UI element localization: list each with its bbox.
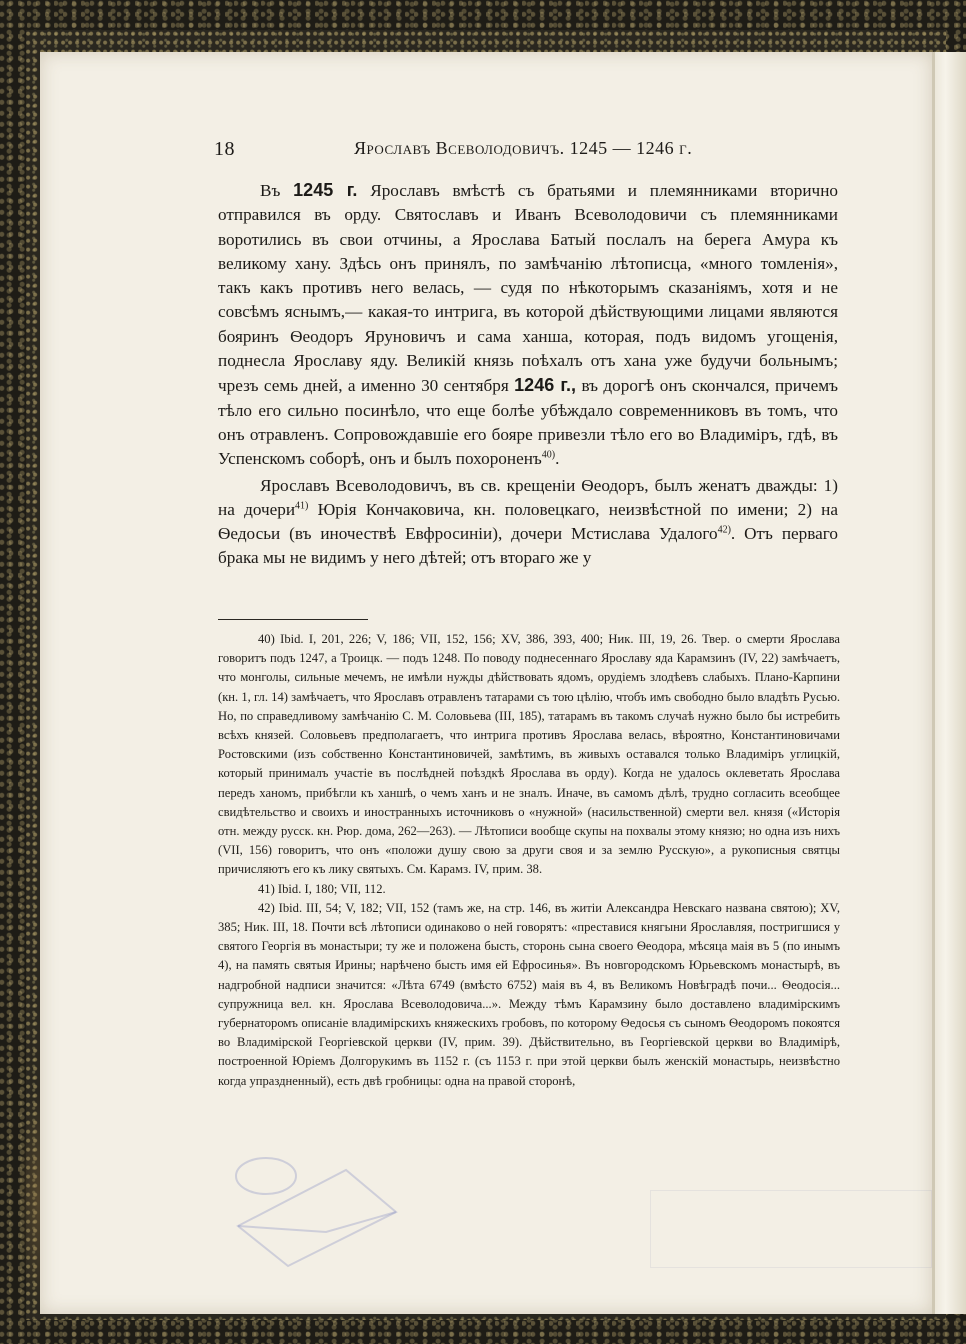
text-run: Юрія Кончаковича, кн. половецкаго, неизвѣстной по имени; 2) на Ѳедосьи (въ иночествѣ Евфросиніи), дочери Мстислава Удалого [218,499,838,544]
text-run: Въ [260,181,294,200]
text-run: Ярославъ Всеволодовичъ, въ св. крещеніи Ѳеодоръ, былъ женатъ дважды: 1) на дочери [218,475,838,519]
footnote-ref-42[interactable]: 42) [717,524,731,536]
footnote-divider [218,619,368,620]
faded-library-stamp-icon [228,1148,404,1268]
footnote-ref-41[interactable]: 41) [295,500,309,512]
footnote-ref-40[interactable]: 40) [541,449,556,461]
next-page-edge [932,52,966,1314]
running-title: Ярославъ Всеволодовичъ. 1245 — 1246 г. [354,138,693,158]
paragraph-2 [218,474,838,571]
footnotes [218,630,840,1091]
page-edge-line [932,52,935,1314]
text-run: въ дорогѣ онъ скончался, причемъ тѣло его сильно посинѣло, что еще болѣе убѣждало современниковъ въ томъ, что онъ отравленъ. Сопровождавшіе его бояре привезли тѣло его во Владиміръ, гдѣ, въ Успенскомъ соборѣ, онъ и былъ похороненъ [218,376,838,469]
paragraph-1 [218,178,838,472]
page-number: 18 [214,138,235,160]
year-1245: 1245 г. [293,180,358,200]
text-run: Ярославъ вмѣстѣ съ братьями и племянниками вторично отправился въ орду. Святославъ и Иванъ Всеволодовичи съ племянниками воротились въ свои отчины, а Ярослава Батый послалъ на берега Амура къ великому хану. Здѣсь онъ принялъ, по замѣчанію лѣтописца, «много томленія», такъ какъ противъ него велась, — судя по нѣкоторымъ сказаніямъ, хотя и не совсѣмъ яснымъ,— какая-то интрига, въ которой дѣйствующими лицами являются бояринъ Ѳеодоръ Яруновичъ и сама ханша, которая, подъ видомъ угощенія, поднесла Ярославу яду. Великій князь поѣхалъ отъ хана уже будучи больнымъ; чрезъ семь дней, а именно 30 сентября [218,181,838,396]
main-text [218,178,838,571]
footnote-41: 41) Ibid. I, 180; VII, 112. [258,881,386,896]
year-1246: 1246 г., [514,375,577,396]
text-run: . Отъ перваго брака мы не видимъ у него дѣтей; отъ втораго же у [218,524,838,568]
footnote-42: 42) Ibid. III, 54; V, 182; VII, 152 (тамъ же, на стр. 146, въ житіи Александра Невскаго названа святою); XV, 385; Ник. III, 18. Почти всѣ лѣтописи одинаково о ней говорятъ: «преставися княгыни Ярославляя, постригшися у святого Георгія въ монастыри; ту же и положена бысть, сторонь сына своего Ѳеодора, мѣсяца маія въ 5 (по инымъ 4), на память святыя Ирины; нарѣчено бысть имя ей Ефросинья». Въ новгородскомъ Юрьевскомъ монастырѣ, въ надгробной надписи значится: «Лѣта 6749 (вмѣсто 6752) маія въ 4, въ Великомъ Новѣградѣ почи... Ѳеодосія... супружница вел. кн. Ярослава Всеволодовича...». Между тѣмъ Карамзину было доставлено владимірскимъ губернаторомъ описаніе владимірскихъ княжескихъ гробовъ, по которому Ѳедосья съ сыномъ Ѳеодоромъ покоятся во Владимірской Георгіевской церкви (IV, прим. 39). Дѣйствительно, въ Георгіевской церкви во Владимірѣ, построенной Юріемъ Долгорукимъ въ 1152 г. (съ 1153 г. при этой церкви былъ женскій монастырь, неизвѣстно когда упраздненный), есть двѣ гробницы: одна на правой сторонѣ, [218,900,840,1088]
text-run: . [555,449,560,469]
footnote-40: 40) Ibid. I, 201, 226; V, 186; VII, 152, 156; XV, 386, 393, 400; Ник. III, 19, 26. Твер. о смерти Ярослава говоритъ подъ 1247, а Троицк. — подъ 1248. По поводу поднесеннаго Ярославу яда Карамзинъ (IV, 22) замѣчаетъ, что монголы, сильные мечемъ, не имѣли нужды дѣйствовать ядомъ, орудіемъ злодѣевъ слабыхъ. Плано-Карпини (кн. 1, гл. 14) замѣчаетъ, что Ярославъ отравленъ татарами съ тою цѣлію, чтобъ имъ свободно было владѣть Русью. Но, по справедливому замѣчанію С. М. Соловьева (III, 185), татарамъ въ такомъ случаѣ нужно было бы истребить всѣхъ князей. Соловьевъ предполагаетъ, что интрига противъ Ярослава велась, вѣроятно, Константиновичами Ростовскими (изъ собственно Константиновичей, замѣтимъ, въ живыхъ оставался только Владиміръ углицкій, который принималъ участіе въ послѣдней поѣздкѣ Ярослава въ орду). Когда не удалось оклеветать Ярослава передъ ханомъ, прибѣгли къ ханшѣ, о чемъ ханъ и не зналъ. Иначе, въ самомъ дѣлѣ, трудно согласить всеобщее свидѣтельство и своихъ и иностранныхъ источниковъ о «нужной» (насильственной) смерти вел. князя («Исторія отн. между русск. кн. Рюр. дома, 262—263). — Лѣтописи вообще скупы на похвалы этому князю; но одна изъ нихъ (VII, 156) говоритъ, что онъ «положи душу свою за други своя и за землю Русскую», а рукописныя святцы причисляютъ его къ лику святыхъ. См. Карамз. IV, прим. 38. [218,632,840,877]
running-header [214,138,834,164]
faded-stamp-box [650,1190,932,1268]
